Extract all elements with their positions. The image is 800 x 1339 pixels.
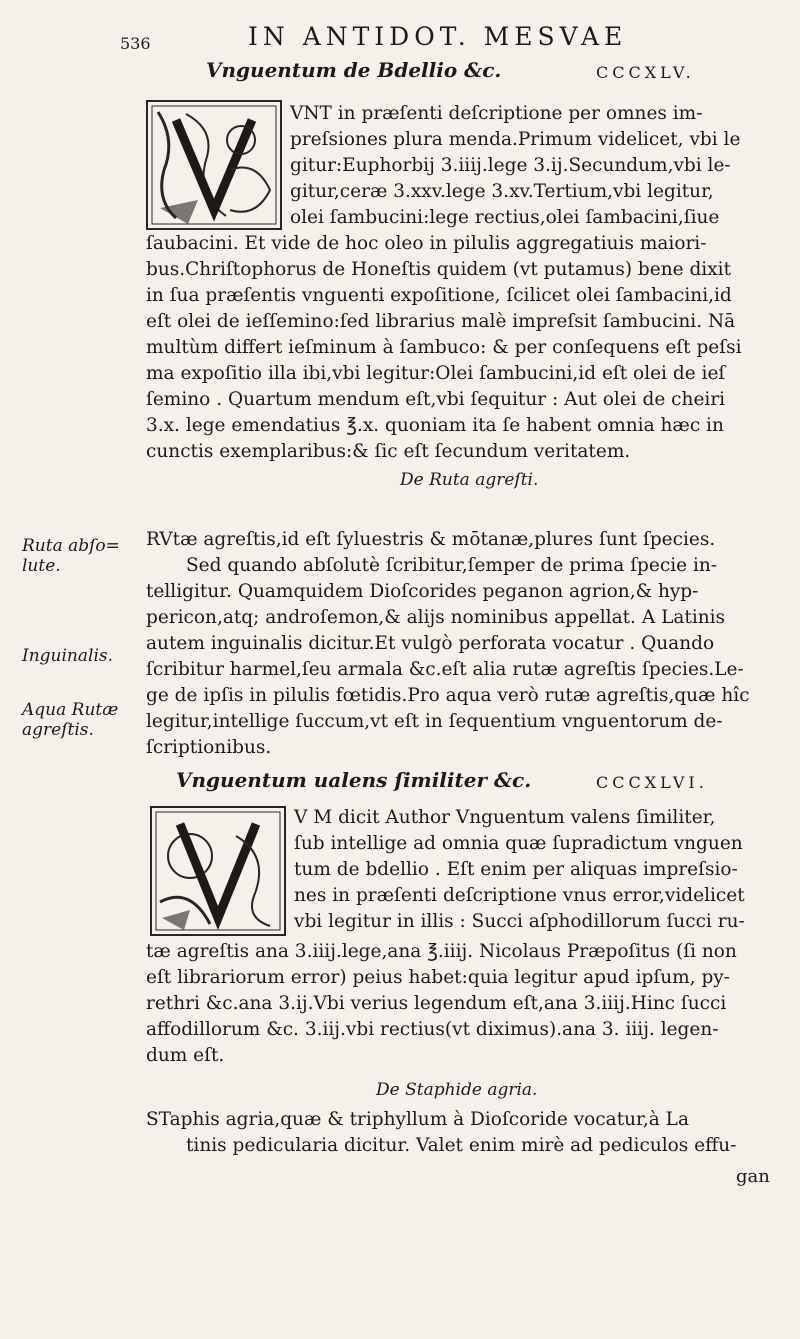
text-line: STaphis agria,quæ & triphyllum à Dioſcoride vocatur,à La — [146, 1109, 689, 1130]
text-line: ge de ipſis in pilulis fœtidis.Pro aqua verò rutæ agreſtis,quæ hîc — [146, 685, 750, 706]
section-heading-staphide: De Staphide agria. — [376, 1080, 538, 1100]
text-line: ſcriptionibus. — [146, 737, 272, 758]
text-line: tinis pedicularia dicitur. Valet enim mirè ad pediculos effu- — [186, 1135, 737, 1156]
text-line: gitur,ceræ 3.xxv.lege 3.xv.Tertium,vbi legitur, — [290, 181, 714, 202]
text-line: tum de bdellio . Eſt enim per aliquas impreſsio- — [294, 859, 738, 880]
section-heading-ruta: De Ruta agreſti. — [400, 470, 539, 490]
margin-note-inguinalis: Inguinalis. — [22, 646, 114, 666]
text-line: Sed quando abſolutè ſcribitur,ſemper de prima ſpecie in- — [186, 555, 718, 576]
text-line: RVtæ agreſtis,id eſt ſyluestris & mōtanæ,plures ſunt ſpecies. — [146, 529, 716, 550]
text-line: rethri &c.ana 3.ij.Vbi verius legendum eſt,ana 3.iiij.Hinc ſucci — [146, 993, 727, 1014]
text-line: ſub intellige ad omnia quæ ſupradictum vnguen — [294, 833, 743, 854]
decorated-initial-v-image — [146, 100, 282, 230]
text-line: legitur,intellige ſuccum,vt eſt in ſequentium vnguentorum de- — [146, 711, 723, 732]
section-number-346: CCCXLVI. — [596, 773, 708, 792]
text-line: ma expoſitio illa ibi,vbi legitur:Olei ſambucini,id eſt olei de ieſ — [146, 363, 726, 384]
text-line: dum eſt. — [146, 1045, 225, 1066]
text-line: cunctis exemplaribus:& ſic eſt ſecundum veritatem. — [146, 441, 631, 462]
text-line: ſemino . Quartum mendum eſt,vbi ſequitur : Aut olei de cheiri — [146, 389, 726, 410]
decorated-initial-v-image — [150, 806, 286, 936]
section-number-345: CCCXLV. — [596, 63, 695, 82]
text-line: autem inguinalis dicitur.Et vulgò perforata vocatur . Quando — [146, 633, 715, 654]
text-line: bus.Chriſtophorus de Honeſtis quidem (vt putamus) bene dixit — [146, 259, 732, 280]
text-line: in ſua præſentis vnguenti expoſitione, ſcilicet olei ſambacini,id — [146, 285, 732, 306]
text-line: affodillorum &c. 3.iij.vbi rectius(vt diximus).ana 3. iiij. legen- — [146, 1019, 719, 1040]
text-line: tæ agreſtis ana 3.iiij.lege,ana ℥.iiij. Nicolaus Præpoſitus (ſi non — [146, 941, 737, 962]
text-line: 3.x. lege emendatius ℥.x. quoniam ita ſe habent omnia hæc in — [146, 415, 724, 436]
text-line: VNT in præſenti deſcriptione per omnes im- — [290, 103, 703, 124]
text-line: gitur:Euphorbij 3.iiij.lege 3.ij.Secundum,vbi le- — [290, 155, 731, 176]
text-line: nes in præſenti deſcriptione vnus error,videlicet — [294, 885, 745, 906]
text-line: ſaubacini. Et vide de hoc oleo in pilulis aggregatiuis maiori- — [146, 233, 707, 254]
text-line: multùm differt ieſminum à ſambuco: & per conſequens eſt peſsi — [146, 337, 742, 358]
text-line: V M dicit Author Vnguentum valens ſimiliter, — [294, 807, 716, 828]
running-title: IN ANTIDOT. MESVAE — [248, 22, 628, 51]
text-line: eſt olei de ieſſemino:ſed librarius malè impreſsit ſambucini. Nā — [146, 311, 736, 332]
margin-note-ruta: Ruta abſo= lute. — [22, 536, 120, 576]
text-line: pericon,atq; androſemon,& alijs nominibus appellat. A Latinis — [146, 607, 726, 628]
margin-note-aqua: Aqua Rutæ agreſtis. — [22, 700, 119, 740]
catchword: gan — [736, 1166, 770, 1187]
text-line: eſt librariorum error) peius habet:quia legitur apud ipſum, py- — [146, 967, 731, 988]
text-line: preſsiones plura menda.Primum videlicet, vbi le — [290, 129, 741, 150]
text-line: vbi legitur in illis : Succi aſphodillorum ſucci ru- — [294, 911, 745, 932]
folio-number: 536 — [120, 34, 151, 53]
text-line: telligitur. Quamquidem Dioſcorides peganon agrion,& hyp- — [146, 581, 699, 602]
section-title-bdellio: Vnguentum de Bdellio &c. — [206, 58, 502, 82]
text-line: olei ſambucini:lege rectius,olei ſambacini,ſiue — [290, 207, 720, 228]
section-title-valens: Vnguentum ualens ſimiliter &c. — [176, 768, 532, 792]
text-line: ſcribitur harmel,ſeu armala &c.eſt alia rutæ agreſtis ſpecies.Le- — [146, 659, 744, 680]
